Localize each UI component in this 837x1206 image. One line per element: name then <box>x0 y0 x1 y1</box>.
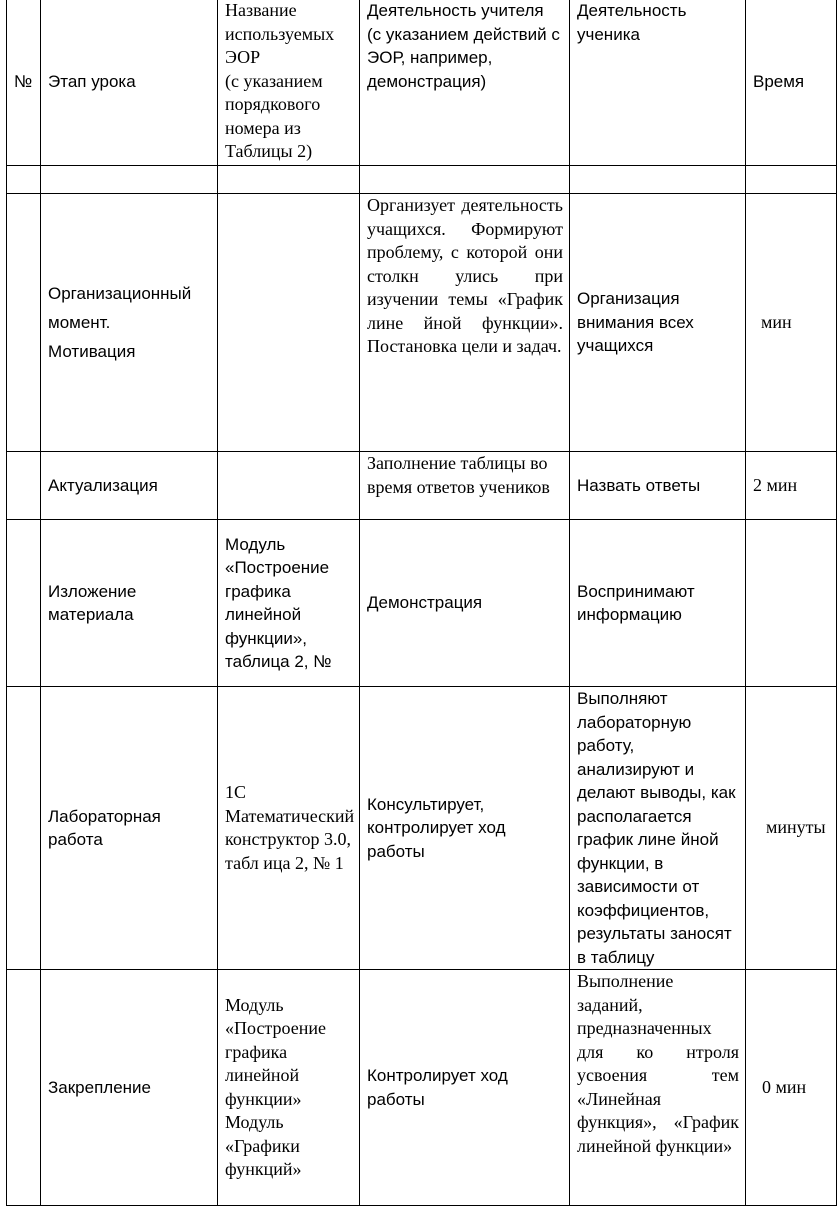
stage-cell: Закрепление <box>41 970 218 1206</box>
stage-cell: Актуализация <box>41 452 218 520</box>
teacher-cell: Демонстрация <box>360 520 570 687</box>
header-time: Время <box>746 0 837 166</box>
eor-cell <box>218 194 360 452</box>
table-row <box>7 970 837 1206</box>
header-eor: Название используемых ЭОР (с указанием порядкового номера из Таблицы 2) <box>218 0 360 166</box>
table-row <box>7 194 837 452</box>
student-cell: Выполнение заданий, предназначенных для ко нтроля усвоения тем «Линейная функция», «График линейной функции» <box>570 970 746 1206</box>
header-teacher: Деятельность учителя (с указанием действий с ЭОР, например, демонстрация) <box>360 0 570 166</box>
stage-cell: Изложение материала <box>41 520 218 687</box>
student-cell: Выполняют лабораторную работу, анализируют и делают выводы, как располагается график лине йной функции, в зависимости от коэффициентов, результаты заносят в таблицу <box>570 687 746 970</box>
table-row <box>7 687 837 970</box>
teacher-cell: Консультирует, контролирует ход работы <box>360 687 570 970</box>
time-cell: 2 мин <box>746 452 837 520</box>
eor-cell: 1С Математический конструктор 3.0, табл ица 2, № 1 <box>218 687 360 970</box>
header-number: № <box>7 0 41 166</box>
empty-row <box>7 166 837 194</box>
student-cell: Организация внимания всех учащихся <box>570 194 746 452</box>
teacher-cell: Организует деятельность учащихся. Формируют проблему, с которой они столкн улись при изучении темы «График лине йной функции». Постановка цели и задач. <box>360 194 570 452</box>
eor-cell: Модуль «Построение графика линейной функции», таблица 2, № <box>218 520 360 687</box>
table-row <box>7 452 837 520</box>
time-cell: мин <box>746 194 837 452</box>
table-header-row <box>7 0 837 166</box>
time-cell <box>746 520 837 687</box>
stage-cell: Лабораторная работа <box>41 687 218 970</box>
eor-cell: Модуль «Построение графика линейной функции» Модуль «Графики функций» <box>218 970 360 1206</box>
student-cell: Назвать ответы <box>570 452 746 520</box>
teacher-cell: Контролирует ход работы <box>360 970 570 1206</box>
student-cell: Воспринимают информацию <box>570 520 746 687</box>
teacher-cell: Заполнение таблицы во время ответов учеников <box>360 452 570 520</box>
header-student: Деятельность ученика <box>570 0 746 166</box>
lesson-plan-table <box>6 0 837 1206</box>
stage-cell: Организационный момент. Мотивация <box>41 194 218 452</box>
table-row <box>7 520 837 687</box>
time-cell: 0 мин <box>746 970 837 1206</box>
header-stage: Этап урока <box>41 0 218 166</box>
time-cell: минуты <box>746 687 837 970</box>
eor-cell <box>218 452 360 520</box>
